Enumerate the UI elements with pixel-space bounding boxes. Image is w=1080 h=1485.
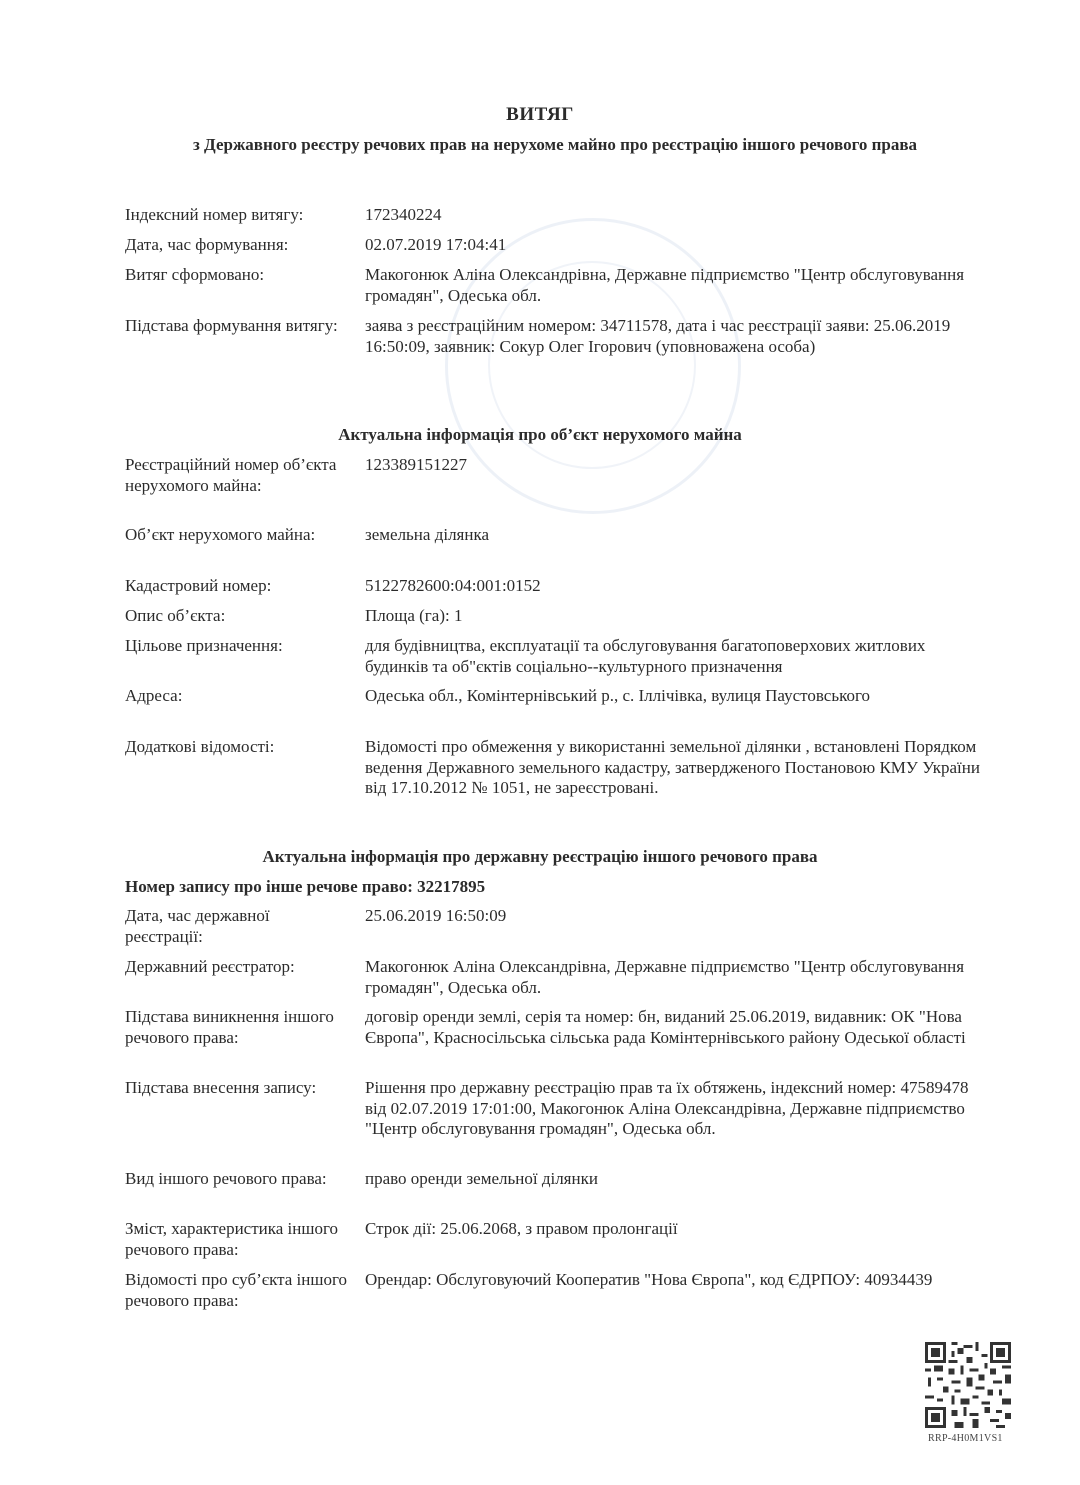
field-value: Відомості про обмеження у використанні земельної ділянки , встановлені Порядком ведення Державного земельного кадастру, затвердженого Постановою КМУ України від 17.10.2012 № 1051, не зареєстровані. bbox=[365, 737, 980, 797]
field-value: право оренди земельної ділянки bbox=[365, 1169, 598, 1188]
field-label: Підстава формування витягу: bbox=[125, 316, 338, 335]
field-label: Цільове призначення: bbox=[125, 636, 283, 655]
field-value: Строк дії: 25.06.2068, з правом пролонгації bbox=[365, 1219, 678, 1238]
field-label: Відомості про суб’єкта іншого речового права: bbox=[125, 1270, 347, 1310]
field-value: 02.07.2019 17:04:41 bbox=[365, 235, 507, 254]
document-subtitle: з Державного реєстру речових прав на нерухоме майно про реєстрацію іншого речового права bbox=[192, 135, 918, 154]
field-label: Адреса: bbox=[125, 686, 183, 705]
field-label: Кадастровий номер: bbox=[125, 576, 272, 595]
field-value: договір оренди землі, серія та номер: бн, виданий 25.06.2019, видавник: ОК "Нова Європа", Красносільська сільська рада Комінтернівського району Одеської області bbox=[365, 1007, 966, 1047]
field-value: Одеська обл., Комінтернівський р., с. Іллічівка, вулиця Паустовського bbox=[365, 686, 871, 705]
field-value: Макогонюк Аліна Олександрівна, Державне підприємство "Центр обслуговування громадян", Одеська обл. bbox=[365, 957, 965, 997]
field-label: Додаткові відомості: bbox=[125, 737, 275, 756]
field-value: 25.06.2019 16:50:09 bbox=[365, 906, 507, 925]
field-value: для будівництва, експлуатації та обслуговування багатоповерхових житлових будинків та об"єктів соціально--культурного призначення bbox=[365, 636, 926, 676]
field-value: Площа (га): 1 bbox=[365, 606, 463, 625]
field-value: 123389151227 bbox=[365, 455, 467, 474]
field-value: 172340224 bbox=[365, 205, 442, 224]
field-label: Об’єкт нерухомого майна: bbox=[125, 525, 316, 544]
field-label: Дата, час державної реєстрації: bbox=[125, 906, 270, 946]
field-label: Державний реєстратор: bbox=[125, 957, 295, 976]
right-record-number: Номер запису про інше речове право: 32217895 bbox=[125, 877, 486, 896]
qr-code-icon bbox=[925, 1342, 1011, 1428]
field-value: Макогонюк Аліна Олександрівна, Державне підприємство "Центр обслуговування громадян", Одеська обл. bbox=[365, 265, 965, 305]
field-label: Реєстраційний номер об’єкта нерухомого майна: bbox=[125, 455, 337, 495]
field-label: Зміст, характеристика іншого речового права: bbox=[125, 1219, 338, 1259]
field-label: Підстава внесення запису: bbox=[125, 1078, 317, 1097]
field-label: Витяг сформовано: bbox=[125, 265, 265, 284]
field-label: Підстава виникнення іншого речового права: bbox=[125, 1007, 334, 1047]
field-label: Опис об’єкта: bbox=[125, 606, 226, 625]
field-label: Індексний номер витягу: bbox=[125, 205, 304, 224]
field-label: Вид іншого речового права: bbox=[125, 1169, 327, 1188]
field-value: 5122782600:04:001:0152 bbox=[365, 576, 541, 595]
document-title: ВИТЯГ bbox=[506, 104, 574, 125]
section-heading-right-registration: Актуальна інформація про державну реєстрацію іншого речового права bbox=[262, 847, 818, 866]
field-label: Дата, час формування: bbox=[125, 235, 289, 254]
field-value: земельна ділянка bbox=[365, 525, 490, 544]
section-heading-object: Актуальна інформація про об’єкт нерухомого майна bbox=[338, 425, 742, 444]
qr-code-text: RRP-4H0M1VS1 bbox=[928, 1433, 1003, 1444]
field-value: Рішення про державну реєстрацію прав та їх обтяжень, індексний номер: 47589478 від 02.07.2019 17:01:00, Макогонюк Аліна Олександрівна, Державне підприємство "Центр обслуговування громадян", Одеська обл. bbox=[365, 1078, 969, 1138]
field-value: заява з реєстраційним номером: 34711578, дата і час реєстрації заяви: 25.06.2019 16:50:09, заявник: Сокур Олег Ігорович (уповноважена особа) bbox=[365, 316, 951, 356]
field-value: Орендар: Обслуговуючий Кооператив "Нова Європа", код ЄДРПОУ: 40934439 bbox=[365, 1270, 933, 1289]
